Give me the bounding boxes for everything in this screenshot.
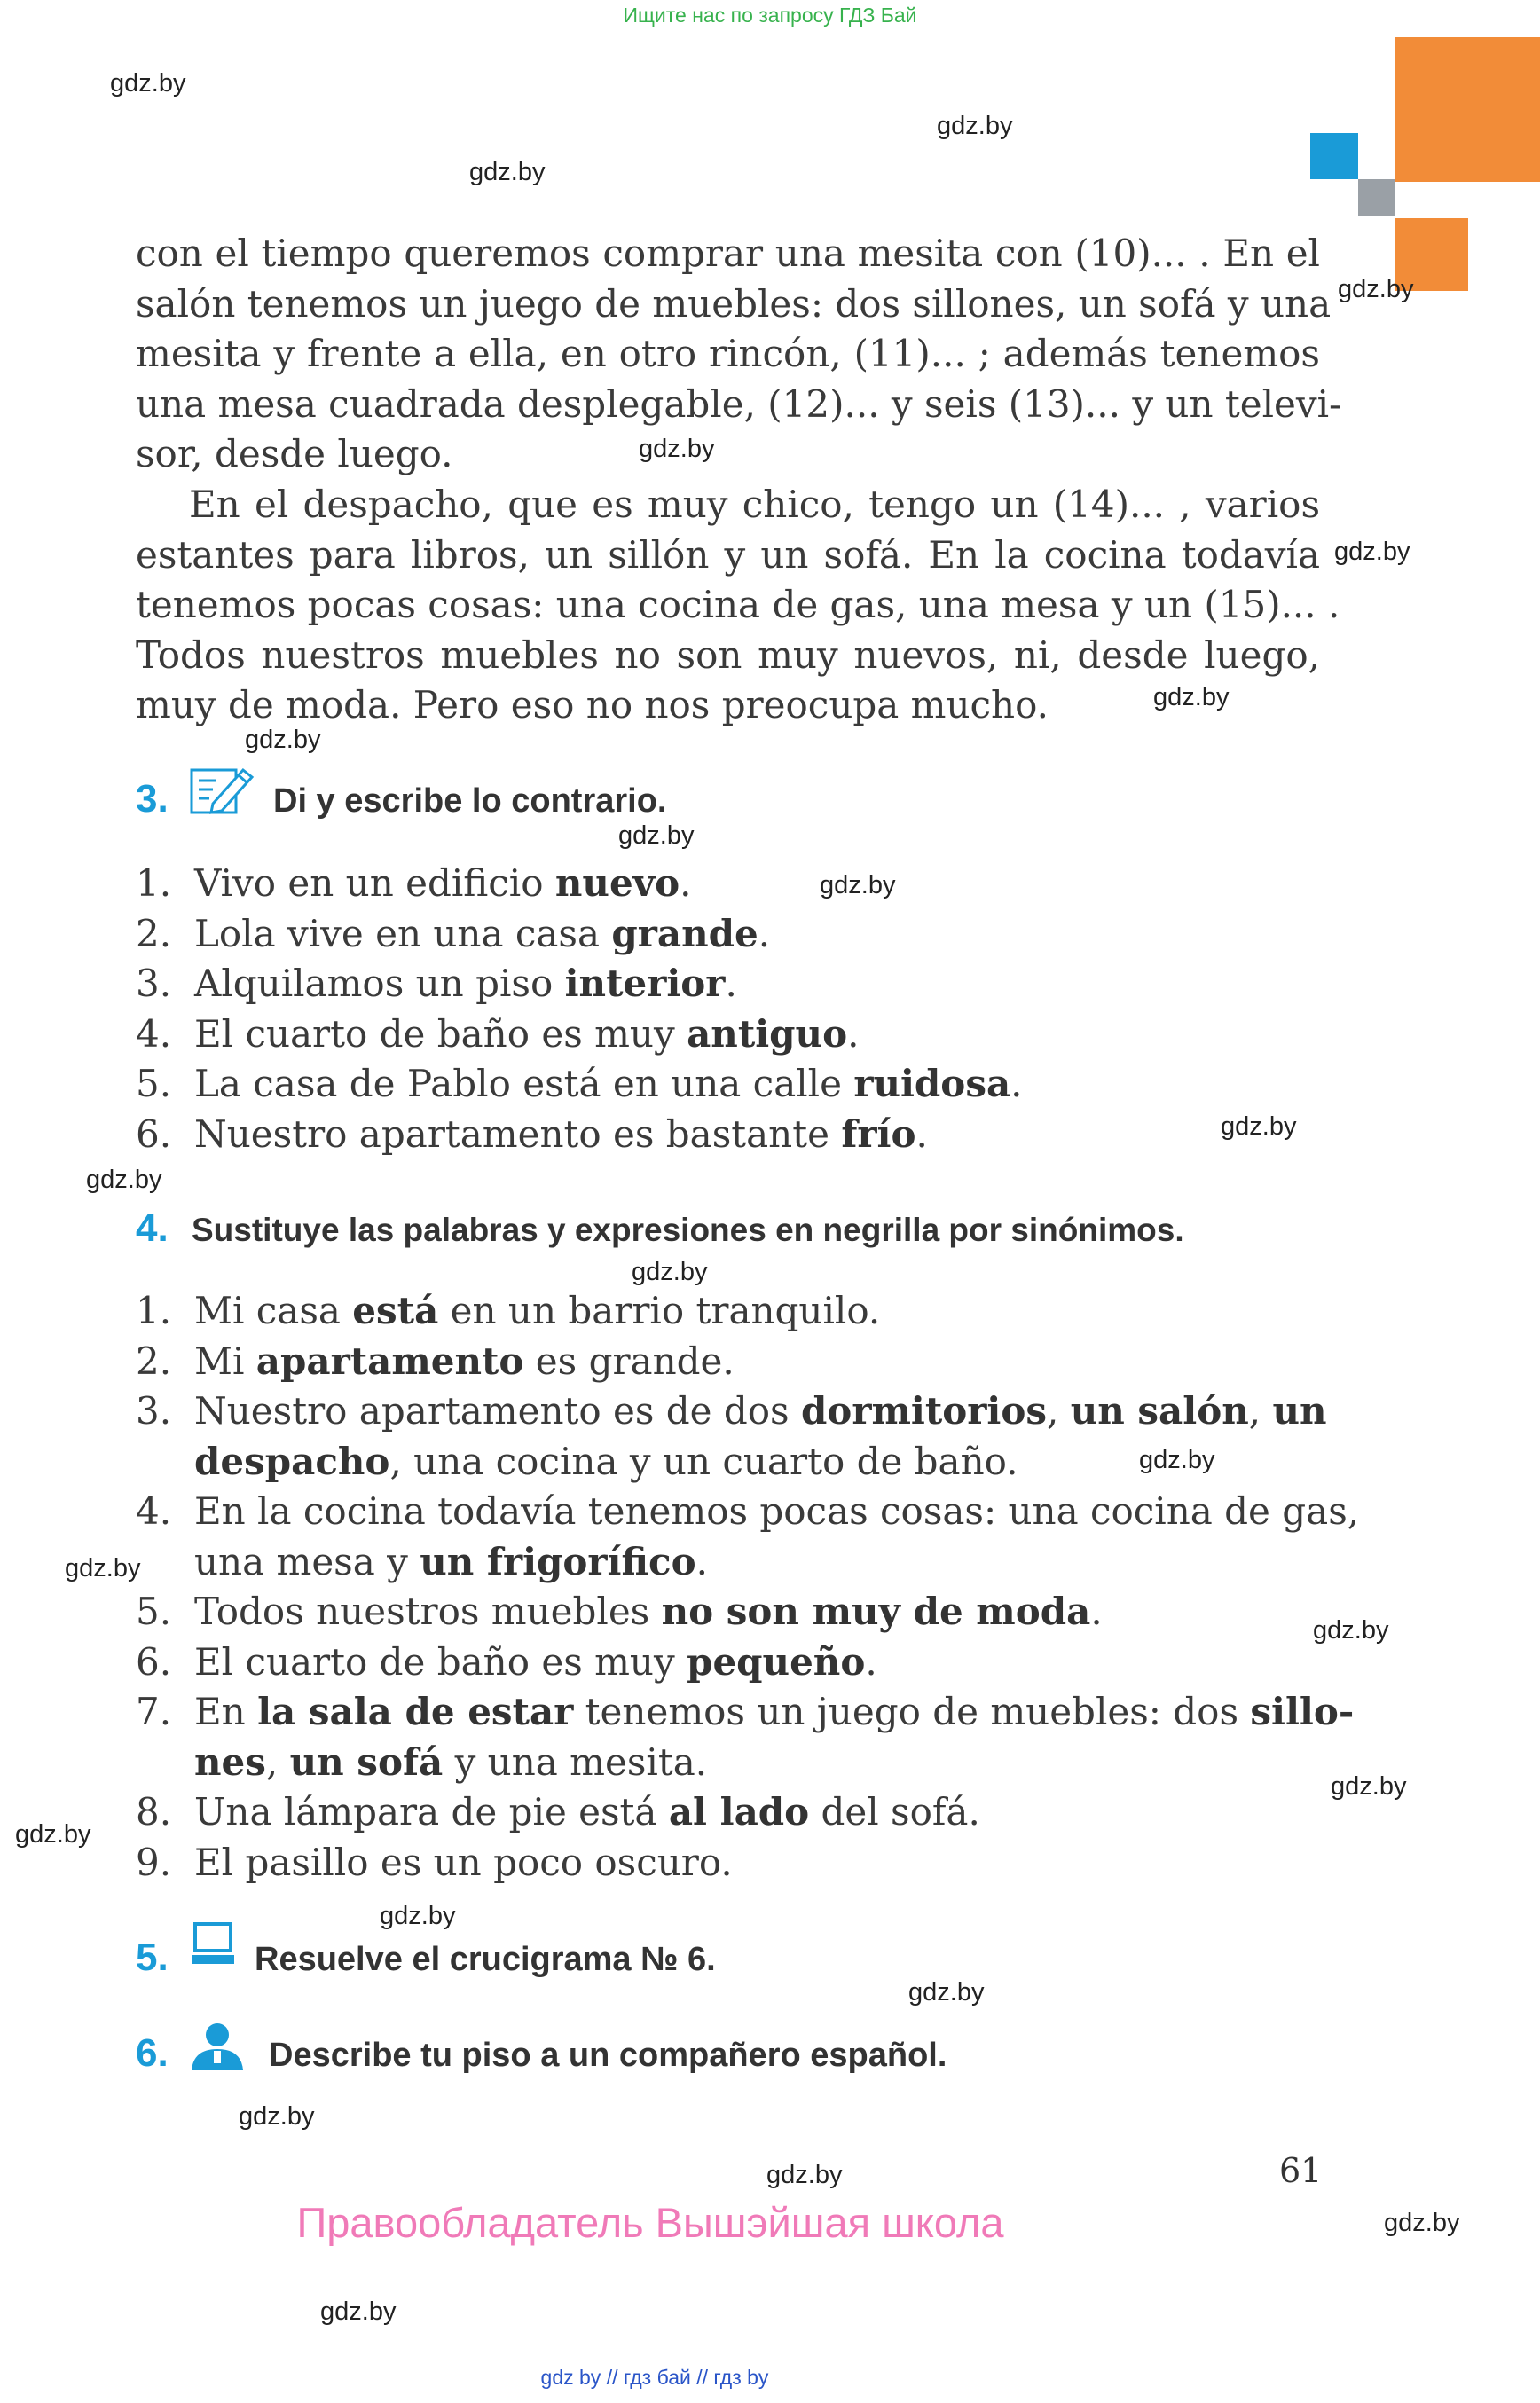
item-bold: nuevo [554,861,680,905]
item-number: 3. [136,1389,172,1433]
watermark: gdz.by [1221,1112,1297,1141]
footer-links[interactable] [0,2366,1540,2390]
watermark: gdz.by [65,1554,141,1582]
list-item [136,959,1320,1009]
watermark: gdz.by [1331,1772,1407,1801]
list-item: 3. Nuestro apartamento es de dos dormitorios, un salón, un despacho, una cocina y un cuarto de baño. [136,1386,1320,1487]
deco-orange-large [1395,37,1540,182]
watermark: gdz.by [320,2297,397,2326]
item-number: 6. [136,1111,172,1156]
list-item [136,909,1320,960]
item-number: 5. [136,1590,172,1633]
item-number: 4. [136,1489,172,1533]
deco-gray-square [1358,179,1395,216]
item-number: 5. [136,1062,172,1105]
rights-holder [0,2198,1540,2247]
watermark: gdz.by [1139,1446,1215,1474]
watermark: gdz.by [1384,2209,1460,2237]
item-bold: frío [841,1111,916,1156]
watermark: gdz.by [908,1978,985,2006]
list-item: 7. En la sala de estar tenemos un juego de muebles: dos sillo- nes, un sofá y una mesita. [136,1687,1320,1787]
watermark: gdz.by [820,871,896,899]
exercise-4-title: Sustituye las palabras y expresiones en negrilla por sinónimos. [192,1212,1184,1248]
text-line: estantes para libros, un sillón y un sofá. En la cocina todavía [136,532,1320,577]
item-number: 3. [136,962,172,1005]
watermark: gdz.by [1153,683,1230,711]
item-text: Vivo en un edificio [194,861,555,905]
watermark: gdz.by [110,69,186,98]
watermark: gdz.by [15,1820,91,1849]
watermark: gdz.by [245,726,321,754]
watermark: gdz.by [380,1902,456,1930]
item-bold: interior [564,962,726,1005]
text-line: una mesa cuadrada desplegable, (12)... y seis (13)... y un televi- [136,381,1342,426]
list-item: 9. El pasillo es un poco oscuro. [136,1838,1320,1889]
list-item: 1. Mi casa está en un barrio tranquilo. [136,1286,1320,1337]
watermark: gdz.by [766,2161,843,2189]
list-item: 4. En la cocina todavía tenemos pocas cosas: una cocina de gas, una mesa y un frigorífico. [136,1487,1320,1587]
text-line: En el despacho, que es muy chico, tengo un (14)... , varios [189,483,1320,526]
item-number: 7. [136,1690,172,1733]
item-number: 2. [136,911,172,955]
computer-icon [192,1921,236,1967]
item-text: Nuestro apartamento es bastante [194,1111,842,1156]
item-text: Lola vive en una casa [194,911,612,955]
item-text: . [725,962,737,1005]
text-line: tenemos pocas cosas: una cocina de gas, una mesa y un (15)... . [136,583,1340,626]
exercise-3-list [136,859,1320,1159]
item-bold: ruidosa [853,1062,1011,1105]
reading-paragraph-2 [136,480,1340,731]
text-line: salón tenemos un juego de muebles: dos sillones, un sofá y una [136,281,1332,326]
person-icon [190,2021,245,2072]
item-number: 1. [136,861,172,905]
watermark: gdz.by [1338,275,1414,303]
rights-holder-text: Правообладатель Вышэйшая школа [296,2199,1004,2246]
item-text: . [1010,1062,1023,1105]
item-text: El cuarto de baño es muy [194,1011,688,1056]
pencil-notebook-icon [190,765,255,816]
reading-paragraph-1 [136,229,1342,480]
exercise-3-number: 3. [136,777,169,821]
item-number: 8. [136,1790,172,1834]
list-item: 2. Mi apartamento es grande. [136,1337,1320,1387]
top-banner[interactable]: Ищите нас по запросу ГДЗ Бай [623,4,917,27]
item-bold: grande [611,911,758,955]
item-number: 6. [136,1639,172,1684]
watermark: gdz.by [937,112,1013,140]
watermark: gdz.by [1313,1616,1389,1645]
item-number: 4. [136,1011,172,1056]
exercise-4-number: 4. [136,1206,169,1250]
exercise-6-title: Describe tu piso a un compañero español. [269,2037,947,2074]
list-item: 6. El cuarto de baño es muy pequeño. [136,1637,1320,1688]
item-text: Alquilamos un piso [194,962,565,1005]
item-number: 2. [136,1339,172,1383]
item-text: . [680,861,692,905]
page-number: 61 [1279,2151,1323,2190]
item-text: . [758,911,771,955]
exercise-5-title: Resuelve el crucigrama № 6. [255,1941,716,1978]
footer-links-text[interactable]: gdz by // гдз бай // гдз by [540,2366,769,2389]
list-item [136,1009,1320,1060]
watermark: gdz.by [632,1258,708,1286]
text-line: Todos nuestros muebles no son muy nuevos, ni, desde luego, [136,632,1320,677]
watermark: gdz.by [239,2102,315,2131]
exercise-5-number: 5. [136,1936,169,1979]
text-line: sor, desde luego. [136,432,453,475]
exercise-6-number: 6. [136,2031,169,2075]
list-item [136,1059,1320,1110]
list-item [136,859,1320,909]
deco-blue-square [1310,133,1358,179]
watermark: gdz.by [86,1166,162,1194]
item-text: . [847,1011,860,1056]
list-item [136,1110,1320,1160]
watermark: gdz.by [469,158,546,186]
list-item: 5. Todos nuestros muebles no son muy de moda. [136,1587,1320,1637]
item-text: . [915,1111,928,1156]
text-line: mesita y frente a ella, en otro rincón, (11)... ; además tenemos [136,332,1320,375]
item-bold: antiguo [687,1011,848,1056]
exercise-3-title: Di y escribe lo contrario. [273,782,667,820]
item-number: 1. [136,1289,172,1332]
watermark: gdz.by [1334,538,1410,566]
item-number: 9. [136,1840,172,1884]
list-item: 8. Una lámpara de pie está al lado del sofá. [136,1787,1320,1838]
item-text: La casa de Pablo está en una calle [194,1062,854,1105]
text-line: con el tiempo queremos comprar una mesita con (10)... . En el [136,232,1320,275]
watermark: gdz.by [639,435,715,463]
text-line: muy de moda. Pero eso no nos preocupa mucho. [136,683,1049,726]
watermark: gdz.by [618,821,695,850]
